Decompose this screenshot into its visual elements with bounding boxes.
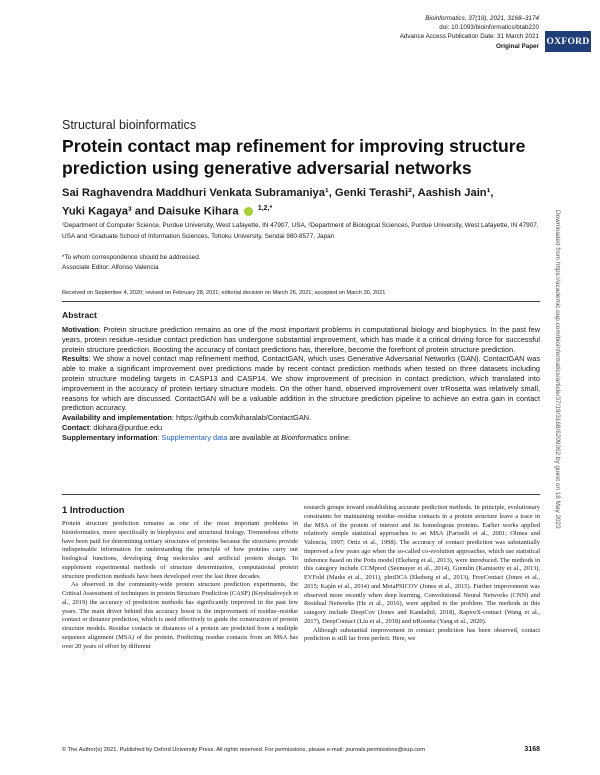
intro-paragraph-2: As observed in the community-wide protein structure prediction experiments, the Critical Assessment of techniques in protein Structure Prediction (CASP) (Kryshtafovych et al., 2019) the accuracy of prediction methods has significantly improved in the past few years. The main driver behind this accuracy boost is the improvement of residue–residue contact or distance prediction, which is used effectively to guide the construction of protein structure models. Residue contacts or distances of a protein are predicted from a multiple sequence alignment (MSA) of the protein. Predicting residue contacts from an MSA has over 20 years of effort by different (62, 581, 298, 650)
page-number: 3168 (524, 746, 540, 753)
abstract-heading: Abstract (62, 310, 97, 320)
associate-editor: Associate Editor: Alfonso Valencia (62, 264, 159, 271)
abstract-contact: Contact: dkihara@purdue.edu (62, 422, 163, 432)
section-heading: Structural bioinformatics (62, 118, 197, 132)
abstract-results: Results: We show a novel contact map refinement method, ContactGAN, which uses Generative Adversarial Networks (GAN). ContactGAN was able to make a significant improvement over predictions made by recent contact prediction methods when tested on three datasets including protein structure modeling targets in CASP13 and CASP14. We show improvement of precision in contact prediction, which translated into improvement in the accuracy of protein tertiary structure models. On the other hand, observed improvement over trRosetta was relatively small, reasons for which are discussed. ContactGAN will be a valuable addition in the structure prediction pipeline to achieve an extra gain in contact prediction accuracy. (62, 354, 540, 413)
article-meta (279, 14, 539, 51)
author-line-1: Sai Raghavendra Maddhuri Venkata Subramaniya¹, Genki Terashi², Aashish Jain¹, (62, 187, 494, 199)
paper-title: Protein contact map refinement for improving structure prediction using generative adversarial networks (62, 136, 526, 178)
supplementary-data-link[interactable]: Supplementary data (161, 432, 228, 442)
orcid-icon[interactable] (244, 207, 253, 216)
body-column-right (304, 504, 540, 644)
intro-paragraph-1: Protein structure prediction remains as one of the most important problems in bioinformatics, more specifically in biophysics and structural biology. Tremendous efforts have been paid for determining tertiary structures of proteins because the structures provide indispensable information for understanding the principle of how proteins carry out biological functions, developing drug molecules and artificial protein design. To supplement experimental methods of structure determination, computational protein structure prediction methods have been developed over the last three decades. (62, 520, 298, 580)
divider-top (62, 301, 540, 302)
affiliations: ¹Department of Computer Science, Purdue University, West Lafayette, IN 47907, USA, ²Department of Biological Sciences, Purdue University, West Lafayette, IN 47907, USA and ³Graduate School of Information Sciences, Tohoku University, Sendai 980-8577, Japan (62, 222, 539, 240)
journal-citation: Bioinformatics, 37(19), 2021, 3168–3174 (425, 15, 539, 22)
author-affiliation-marks: 1,2,* (257, 205, 273, 212)
intro-paragraph-3: research groups toward establishing accurate prediction methods. In principle, evolutionary constraints for maintaining residue–residue contacts in a protein structure leave a trace in the MSA of the protein of interest and its homologous proteins. Earlier works applied relatively simple statistical approaches to an MSA (Fariselli et al., 2001; Olmea and Valencia, 1997; Ortiz et al., 1998). The accuracy of contact prediction was substantially improved a few years ago when the so-called co-evolution approaches, which use statistical inference based on the Potts model (Ekeberg et al., 2013), were introduced. The methods in this category include CCMpred (Seemayer et al., 2014), Gremlin (Kamisetty et al., 2013), EVFold (Marks et al., 2011), plmDCA (Ekeberg et al., 2013), FreeContact (Jones et al., 2015; Kaján et al., 2014) and MetaPSICOV (Jones et al., 2015). Further improvement was observed more recently when deep learning, Convolutional Neural Networks (CNN) and Residual Networks (He et al., 2016), were applied to the problem. The methods in this category include DeepCov (Jones and Kandathil, 2018), RaptorX-contact (Wang et al., 2017), DeepContact (Liu et al., 2018) and trRosetta (Yang et al., 2020). (304, 504, 540, 625)
abstract-motivation: Motivation: Protein structure prediction remains as one of the most important problems in computational biology and biophysics. In the past few years, protein residue–residue contact prediction has undergone substantial improvement, which has made it a critical driving force for successful protein structure prediction. Boosting the accuracy of contact predictions has, therefore, become the forefront of protein structure prediction. (62, 325, 540, 354)
introduction-heading: 1 Introduction (62, 504, 125, 515)
doi[interactable]: doi: 10.1093/bioinformatics/btab220 (439, 24, 539, 32)
page-footer (62, 747, 540, 753)
author-line-2 (62, 201, 542, 220)
intro-paragraph-4: Although substantial improvement in contact prediction has been observed, contact prediction is still far from perfect. Here, we (304, 626, 540, 643)
abstract-availability: Availability and implementation: https://github.com/kiharalab/ContactGAN. (62, 413, 312, 423)
copyright-notice: © The Author(s) 2021. Published by Oxford University Press. All rights reserved. For permissions, please e-mail: journals.permissions@oup.com (62, 747, 425, 753)
abstract-body (62, 325, 540, 443)
author-line-2-names: Yuki Kagaya³ and Daisuke Kihara (62, 205, 239, 218)
correspondence-block (62, 253, 542, 273)
author-list (62, 185, 542, 220)
publisher-logo: OXFORD (545, 31, 591, 52)
correspondence-note: *To whom correspondence should be addressed. (62, 254, 201, 261)
body-column-left (62, 520, 298, 651)
received-dates: Received on September 4, 2020; revised on February 28, 2021; editorial decision on March 26, 2021; accepted on March 30, 2021 (62, 290, 386, 296)
advance-access-date: Advance Access Publication Date: 31 March 2021 (399, 33, 539, 41)
divider-abstract (62, 494, 540, 495)
download-watermark: Downloaded from https://academic.oup.com/bioinformatics/article/37/19/3168/6209362 by guest on 18 May 2023 (554, 210, 561, 529)
paper-type: Original Paper (495, 42, 539, 50)
abstract-supplementary: Supplementary information: Supplementary data are available at Bioinformatics online. (62, 432, 352, 442)
